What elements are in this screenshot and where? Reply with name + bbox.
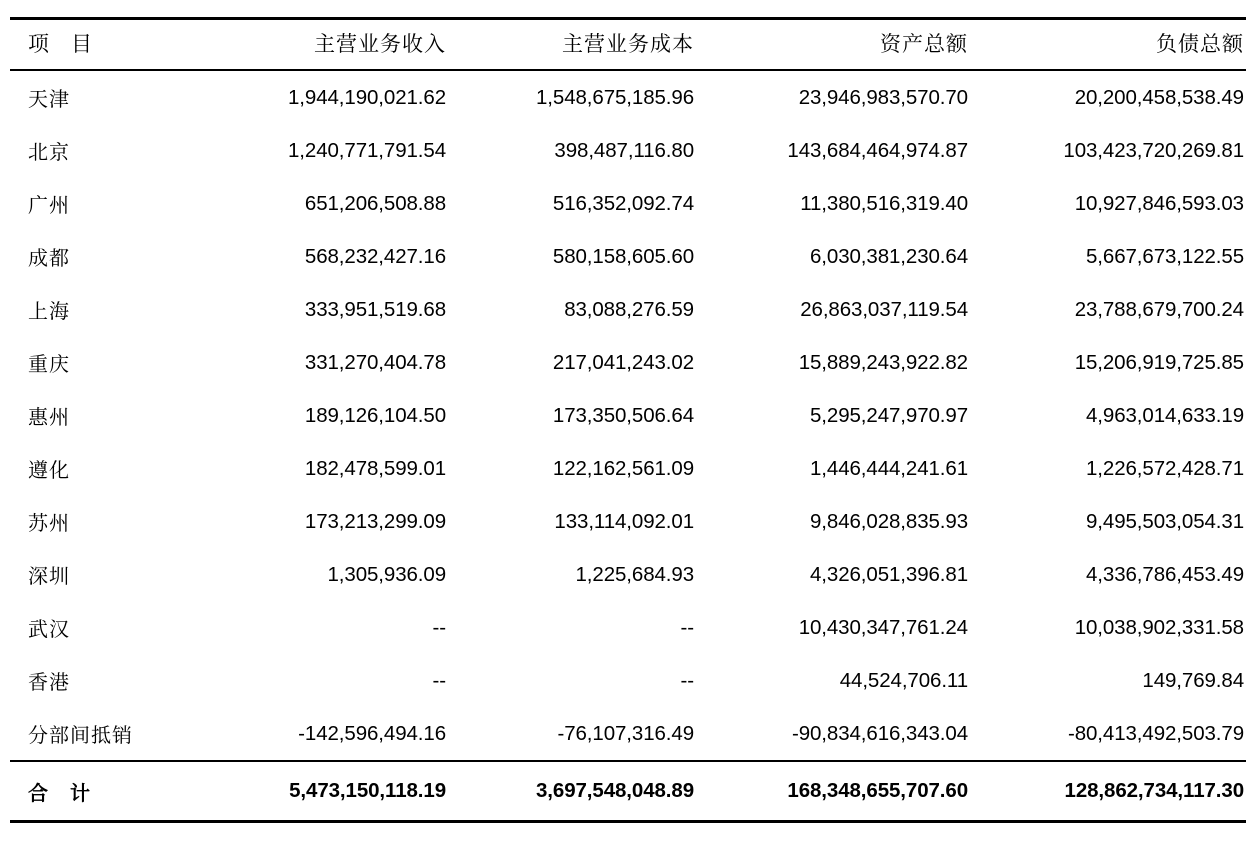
table-row: [10, 389, 1246, 442]
cell-revenue: 1,240,771,791.54: [288, 138, 446, 162]
cell-total-assets: 9,846,028,835.93: [810, 509, 968, 533]
cell-total-assets: 15,889,243,922.82: [798, 350, 968, 374]
cell-total-assets: -90,834,616,343.04: [791, 721, 968, 745]
row-label: 武汉: [28, 617, 70, 641]
cell-total-assets: 6,030,381,230.64: [810, 244, 968, 268]
cell-cost: 173,350,506.64: [552, 403, 694, 427]
table-row: [10, 442, 1246, 495]
table-body: [10, 70, 1246, 822]
cell-total-liabilities: -80,413,492,503.79: [1067, 721, 1244, 745]
cell-total-liabilities: 9,495,503,054.31: [1086, 509, 1244, 533]
row-label: 重庆: [28, 352, 70, 376]
total-revenue: 5,473,150,118.19: [222, 761, 448, 822]
cell-revenue: 173,213,299.09: [304, 509, 446, 533]
cell-total-assets: 5,295,247,970.97: [810, 403, 968, 427]
cell-total-liabilities: 10,038,902,331.58: [1074, 615, 1244, 639]
cell-revenue: -142,596,494.16: [298, 721, 446, 745]
cell-total-assets: 1,446,444,241.61: [810, 456, 968, 480]
table-row: [10, 70, 1246, 124]
table-row: [10, 124, 1246, 177]
column-header-item: 项 目: [10, 19, 222, 71]
table-row: [10, 283, 1246, 336]
table-row: [10, 336, 1246, 389]
cell-revenue: 189,126,104.50: [304, 403, 446, 427]
table-header-row: [10, 19, 1246, 71]
cell-cost: 1,225,684.93: [575, 562, 694, 586]
table-row: [10, 707, 1246, 761]
cell-revenue: --: [432, 668, 446, 692]
cell-total-liabilities: 10,927,846,593.03: [1074, 191, 1244, 215]
cell-total-liabilities: 4,336,786,453.49: [1086, 562, 1244, 586]
cell-cost: 516,352,092.74: [552, 191, 694, 215]
row-label: 深圳: [28, 564, 70, 588]
total-label: 合 计: [10, 761, 222, 822]
row-label: 苏州: [28, 511, 70, 535]
row-label: 北京: [28, 140, 70, 164]
row-label: 天津: [28, 87, 70, 111]
cell-revenue: 333,951,519.68: [304, 297, 446, 321]
cell-cost: 580,158,605.60: [552, 244, 694, 268]
cell-revenue: 331,270,404.78: [304, 350, 446, 374]
table-header: [10, 19, 1246, 71]
cell-cost: --: [680, 615, 694, 639]
cell-cost: 83,088,276.59: [564, 297, 694, 321]
cell-total-assets: 11,380,516,319.40: [800, 191, 968, 215]
column-header-total-assets: 资产总额: [696, 19, 970, 71]
cell-cost: --: [680, 668, 694, 692]
table-row: [10, 601, 1246, 654]
cell-total-liabilities: 5,667,673,122.55: [1086, 244, 1244, 268]
cell-total-liabilities: 15,206,919,725.85: [1074, 350, 1244, 374]
row-label: 惠州: [28, 405, 70, 429]
row-label: 成都: [28, 246, 70, 270]
segment-financial-table: [10, 17, 1246, 823]
table-row: [10, 654, 1246, 707]
financial-table-sheet: [0, 17, 1256, 853]
cell-cost: 122,162,561.09: [552, 456, 694, 480]
cell-cost: -76,107,316.49: [557, 721, 694, 745]
cell-total-assets: 10,430,347,761.24: [798, 615, 968, 639]
column-header-total-liabilities: 负债总额: [970, 19, 1246, 71]
cell-total-assets: 44,524,706.11: [839, 668, 968, 692]
cell-revenue: 1,944,190,021.62: [288, 85, 446, 109]
cell-total-liabilities: 149,769.84: [1142, 668, 1244, 692]
cell-cost: 1,548,675,185.96: [536, 85, 694, 109]
cell-total-assets: 26,863,037,119.54: [800, 297, 968, 321]
cell-cost: 133,114,092.01: [554, 509, 694, 533]
cell-total-assets: 23,946,983,570.70: [798, 85, 968, 109]
cell-total-liabilities: 23,788,679,700.24: [1074, 297, 1244, 321]
cell-revenue: --: [432, 615, 446, 639]
total-total-assets: 168,348,655,707.60: [696, 761, 970, 822]
column-header-revenue: 主营业务收入: [222, 19, 448, 71]
total-total-liabilities: 128,862,734,117.30: [970, 761, 1246, 822]
row-label: 香港: [28, 670, 70, 694]
total-row: [10, 761, 1246, 822]
row-label: 广州: [28, 193, 70, 217]
table-row: [10, 177, 1246, 230]
total-cost: 3,697,548,048.89: [448, 761, 696, 822]
table-row: [10, 548, 1246, 601]
cell-total-liabilities: 20,200,458,538.49: [1074, 85, 1244, 109]
cell-revenue: 1,305,936.09: [327, 562, 446, 586]
column-header-cost: 主营业务成本: [448, 19, 696, 71]
cell-revenue: 568,232,427.16: [304, 244, 446, 268]
cell-revenue: 651,206,508.88: [304, 191, 446, 215]
table-row: [10, 495, 1246, 548]
cell-total-assets: 143,684,464,974.87: [787, 138, 968, 162]
cell-cost: 217,041,243.02: [552, 350, 694, 374]
row-label: 上海: [28, 299, 70, 323]
cell-total-liabilities: 4,963,014,633.19: [1086, 403, 1244, 427]
table-row: [10, 230, 1246, 283]
cell-revenue: 182,478,599.01: [304, 456, 446, 480]
cell-total-liabilities: 103,423,720,269.81: [1063, 138, 1244, 162]
cell-total-assets: 4,326,051,396.81: [810, 562, 968, 586]
row-label: 遵化: [28, 458, 70, 482]
cell-cost: 398,487,116.80: [554, 138, 694, 162]
row-label: 分部间抵销: [28, 723, 133, 747]
cell-total-liabilities: 1,226,572,428.71: [1086, 456, 1244, 480]
